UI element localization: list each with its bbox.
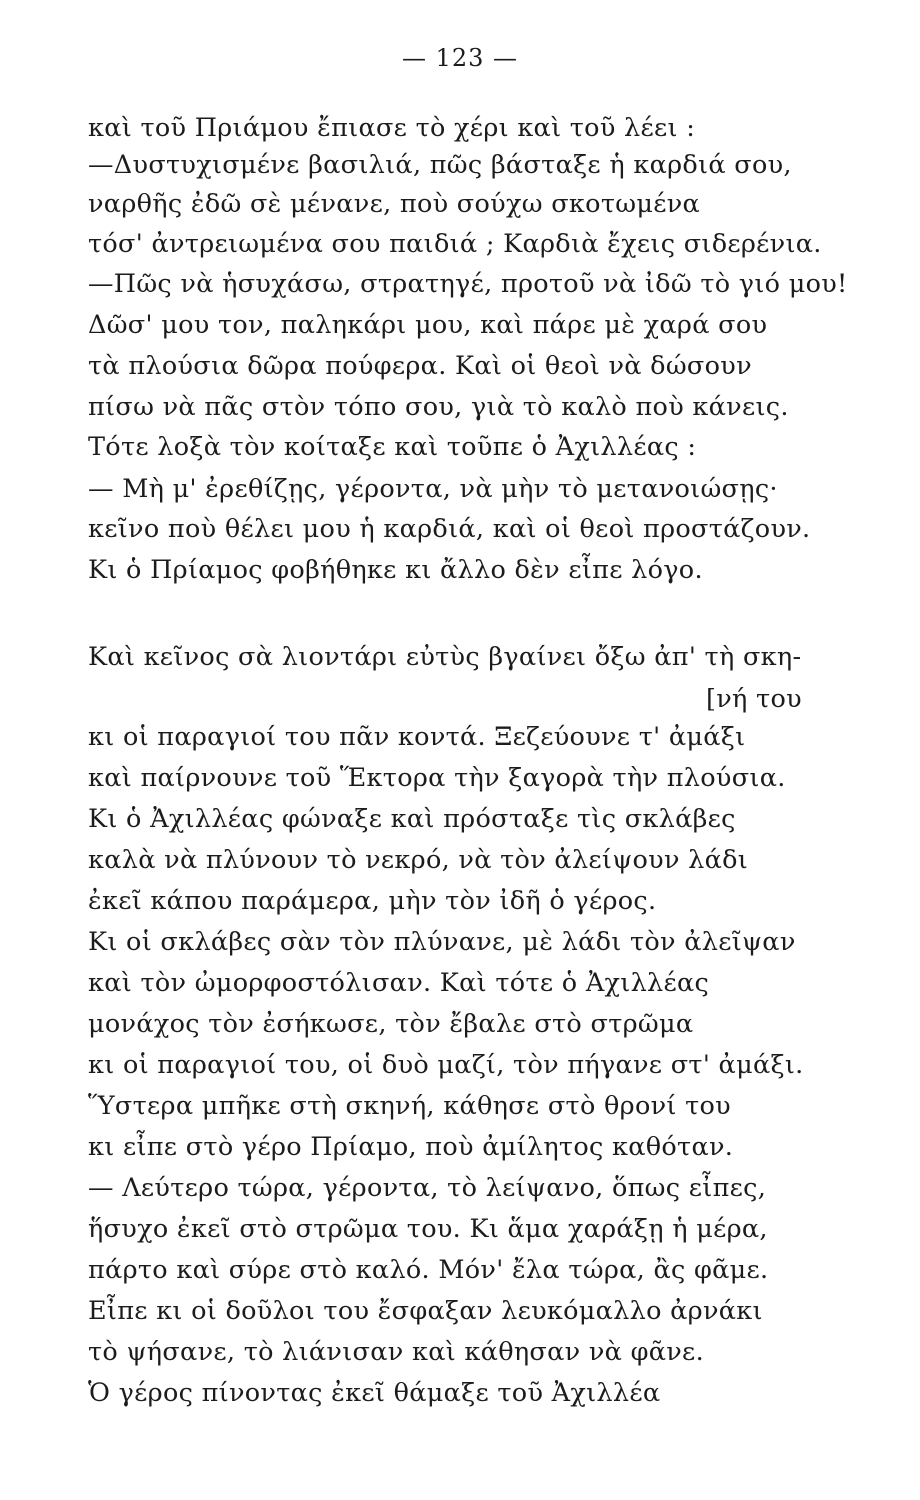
- text-line: κι οἱ παραγιοί του πᾶν κοντά. Ξεζεύουνε τ' ἀμάξι: [88, 722, 746, 752]
- text-line: κι οἱ παραγιοί του, οἱ δυὸ μαζί, τὸν πήγανε στ' ἀμάξι.: [88, 1050, 804, 1080]
- text-line: πίσω νὰ πᾶς στὸν τόπο σου, γιὰ τὸ καλὸ ποὺ κάνεις.: [88, 392, 789, 422]
- text-line: — Μὴ μ' ἐρεθίζῃς, γέροντα, νὰ μὴν τὸ μετανοιώσῃς·: [88, 474, 778, 504]
- text-line: μονάχος τὸν ἐσήκωσε, τὸν ἔβαλε στὸ στρῶμα: [88, 1009, 694, 1039]
- text-line: καλὰ νὰ πλύνουν τὸ νεκρό, νὰ τὸν ἀλείψουν λάδι: [88, 845, 749, 875]
- text-line: τὸ ψήσανε, τὸ λιάνισαν καὶ κάθησαν νὰ φᾶνε.: [88, 1337, 704, 1367]
- text-line: κι εἶπε στὸ γέρο Πρίαμο, ποὺ ἀμίλητος καθόταν.: [88, 1132, 734, 1162]
- page-number: — 123 —: [401, 44, 519, 72]
- text-line: καὶ τὸν ὠμορφοστόλισαν. Καὶ τότε ὁ Ἀχιλλέας: [88, 968, 710, 998]
- text-line: Εἶπε κι οἱ δοῦλοι του ἔσφαξαν λευκόμαλλο ἀρνάκι: [88, 1296, 763, 1326]
- text-line: καὶ παίρνουνε τοῦ Ἕκτορα τὴν ξαγορὰ τὴν πλούσια.: [88, 763, 786, 793]
- text-line: —Δυστυχισμένε βασιλιά, πῶς βάσταξε ἡ καρδιά σου,: [88, 150, 792, 180]
- line-continuation: [νή του: [706, 684, 802, 714]
- text-line: τόσ' ἀντρειωμένα σου παιδιά ; Καρδιὰ ἔχεις σιδερένια.: [88, 229, 822, 259]
- text-line: —Πῶς νὰ ἡσυχάσω, στρατηγέ, προτοῦ νὰ ἰδῶ τὸ γιό μου!: [88, 269, 848, 299]
- text-line: Κι ὁ Ἀχιλλέας φώναξε καὶ πρόσταξε τὶς σκλάβες: [88, 804, 736, 834]
- text-line: Κι οἱ σκλάβες σὰν τὸν πλύνανε, μὲ λάδι τὸν ἀλεῖψαν: [88, 927, 796, 957]
- text-line: — Λεύτερο τώρα, γέροντα, τὸ λείψανο, ὅπως εἶπες,: [88, 1173, 767, 1203]
- text-line: τὰ πλούσια δῶρα πούφερα. Καὶ οἱ θεοὶ νὰ δώσουν: [88, 351, 752, 381]
- text-line: ναρθῆς ἐδῶ σὲ μένανε, ποὺ σούχω σκοτωμένα: [88, 189, 701, 219]
- text-line: ἐκεῖ κάπου παράμερα, μὴν τὸν ἰδῆ ὁ γέρος.: [88, 886, 657, 916]
- text-line: Κι ὁ Πρίαμος φοβήθηκε κι ἄλλο δὲν εἶπε λόγο.: [88, 555, 703, 585]
- text-line: Ὁ γέρος πίνοντας ἐκεῖ θάμαξε τοῦ Ἀχιλλέα: [88, 1378, 661, 1408]
- text-line: Τότε λοξὰ τὸν κοίταξε καὶ τοῦπε ὁ Ἀχιλλέας :: [88, 432, 697, 462]
- text-line: καὶ τοῦ Πριάμου ἔπιασε τὸ χέρι καὶ τοῦ λέει :: [88, 113, 696, 143]
- text-line: ἥσυχο ἐκεῖ στὸ στρῶμα του. Κι ἅμα χαράξῃ ἡ μέρα,: [88, 1214, 768, 1244]
- text-line: πάρτο καὶ σύρε στὸ καλό. Μόν' ἔλα τώρα, ἂς φᾶμε.: [88, 1255, 769, 1285]
- text-line: Ὕστερα μπῆκε στὴ σκηνή, κάθησε στὸ θρονί του: [88, 1091, 731, 1121]
- text-line: Δῶσ' μου τον, παληκάρι μου, καὶ πάρε μὲ χαρά σου: [88, 310, 768, 340]
- text-line: Καὶ κεῖνος σὰ λιοντάρι εὐτὺς βγαίνει ὄξω ἀπ' τὴ σκη-: [88, 642, 802, 672]
- text-line: κεῖνο ποὺ θέλει μου ἡ καρδιά, καὶ οἱ θεοὶ προστάζουν.: [88, 514, 811, 544]
